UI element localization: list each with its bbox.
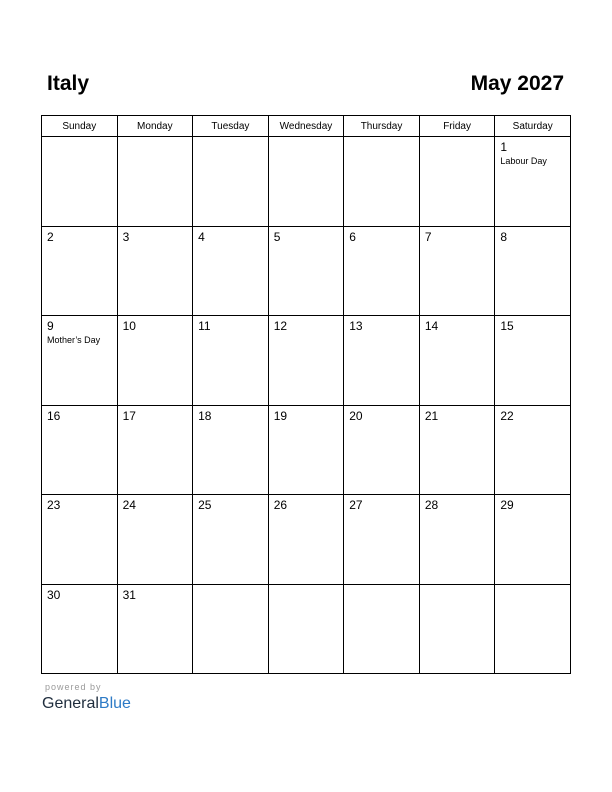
day-number: 19 (273, 408, 288, 423)
day-cell (193, 137, 269, 227)
day-cell (42, 316, 118, 406)
day-cell (42, 584, 118, 674)
week-row (42, 226, 571, 316)
day-number: 6 (349, 229, 356, 244)
day-cell (268, 405, 344, 495)
day-number: 24 (122, 498, 136, 512)
week-row (42, 495, 571, 585)
day-cell (193, 495, 269, 585)
day-number: 17 (122, 408, 136, 423)
day-cell (268, 584, 344, 674)
weekday-header: Monday (117, 116, 193, 137)
day-number: 3 (122, 229, 130, 244)
day-cell (419, 405, 495, 495)
day-cell (495, 405, 571, 495)
day-number: 30 (47, 587, 61, 602)
day-cell (495, 137, 571, 227)
week-row (42, 137, 571, 227)
day-number: 26 (273, 498, 288, 512)
day-number: 27 (349, 498, 363, 512)
day-number: 7 (424, 229, 432, 244)
day-cell (419, 495, 495, 585)
day-number: 15 (500, 319, 514, 333)
brand-name-general: General (42, 695, 99, 712)
day-number: 4 (198, 229, 205, 244)
brand-logo (42, 694, 131, 714)
day-cell (117, 584, 193, 674)
day-cell (268, 316, 344, 406)
day-cell (193, 316, 269, 406)
weekday-header: Friday (419, 116, 495, 137)
day-number: 1 (500, 140, 508, 154)
day-cell (268, 137, 344, 227)
day-cell (495, 316, 571, 406)
holiday-label: Labour Day (500, 156, 547, 166)
week-row (42, 405, 571, 495)
day-number: 18 (198, 408, 212, 423)
day-cell (344, 226, 420, 316)
day-number: 2 (47, 229, 54, 244)
week-row (42, 316, 571, 406)
weekday-header: Tuesday (193, 116, 269, 137)
day-number: 14 (424, 319, 439, 333)
day-number: 29 (500, 498, 514, 512)
week-row (42, 584, 571, 674)
day-cell (268, 226, 344, 316)
day-number: 9 (47, 319, 54, 333)
weekday-header: Thursday (344, 116, 420, 137)
day-number: 5 (273, 229, 281, 244)
brand-name-blue: Blue (98, 695, 131, 712)
day-cell (495, 584, 571, 674)
day-cell (495, 226, 571, 316)
day-cell (193, 584, 269, 674)
day-cell (193, 405, 269, 495)
weekday-header: Wednesday (268, 116, 344, 137)
footer (42, 682, 131, 714)
day-number: 10 (122, 319, 136, 333)
day-number: 20 (349, 408, 363, 423)
powered-by-label: powered by (45, 682, 102, 692)
day-cell (193, 226, 269, 316)
calendar-grid (41, 115, 571, 674)
day-cell (42, 405, 118, 495)
day-cell (419, 226, 495, 316)
country-title: Italy (47, 72, 90, 95)
day-cell (344, 405, 420, 495)
day-cell (344, 137, 420, 227)
day-number: 22 (500, 408, 514, 423)
day-number: 13 (349, 319, 363, 333)
day-number: 8 (500, 229, 508, 244)
day-number: 11 (198, 319, 211, 333)
day-cell (42, 226, 118, 316)
day-cell (117, 137, 193, 227)
day-cell (344, 495, 420, 585)
day-cell (344, 584, 420, 674)
day-cell (117, 405, 193, 495)
day-cell (344, 316, 420, 406)
day-number: 23 (47, 498, 61, 512)
day-cell (419, 316, 495, 406)
day-cell (42, 495, 118, 585)
day-cell (419, 584, 495, 674)
day-cell (419, 137, 495, 227)
weekday-header: Saturday (495, 116, 571, 137)
day-cell (495, 495, 571, 585)
day-cell (117, 495, 193, 585)
month-year-title: May 2027 (470, 72, 564, 95)
weekday-header-row (42, 116, 571, 137)
day-number: 16 (47, 408, 61, 423)
day-number: 25 (198, 498, 212, 512)
day-number: 28 (424, 498, 439, 512)
day-cell (117, 316, 193, 406)
day-cell (117, 226, 193, 316)
day-cell (42, 137, 118, 227)
calendar-body (42, 137, 571, 674)
day-cell (268, 495, 344, 585)
holiday-label: Mother’s Day (47, 335, 101, 345)
day-number: 12 (273, 319, 288, 333)
day-number: 31 (122, 587, 136, 602)
weekday-header: Sunday (42, 116, 118, 137)
day-number: 21 (424, 408, 439, 423)
